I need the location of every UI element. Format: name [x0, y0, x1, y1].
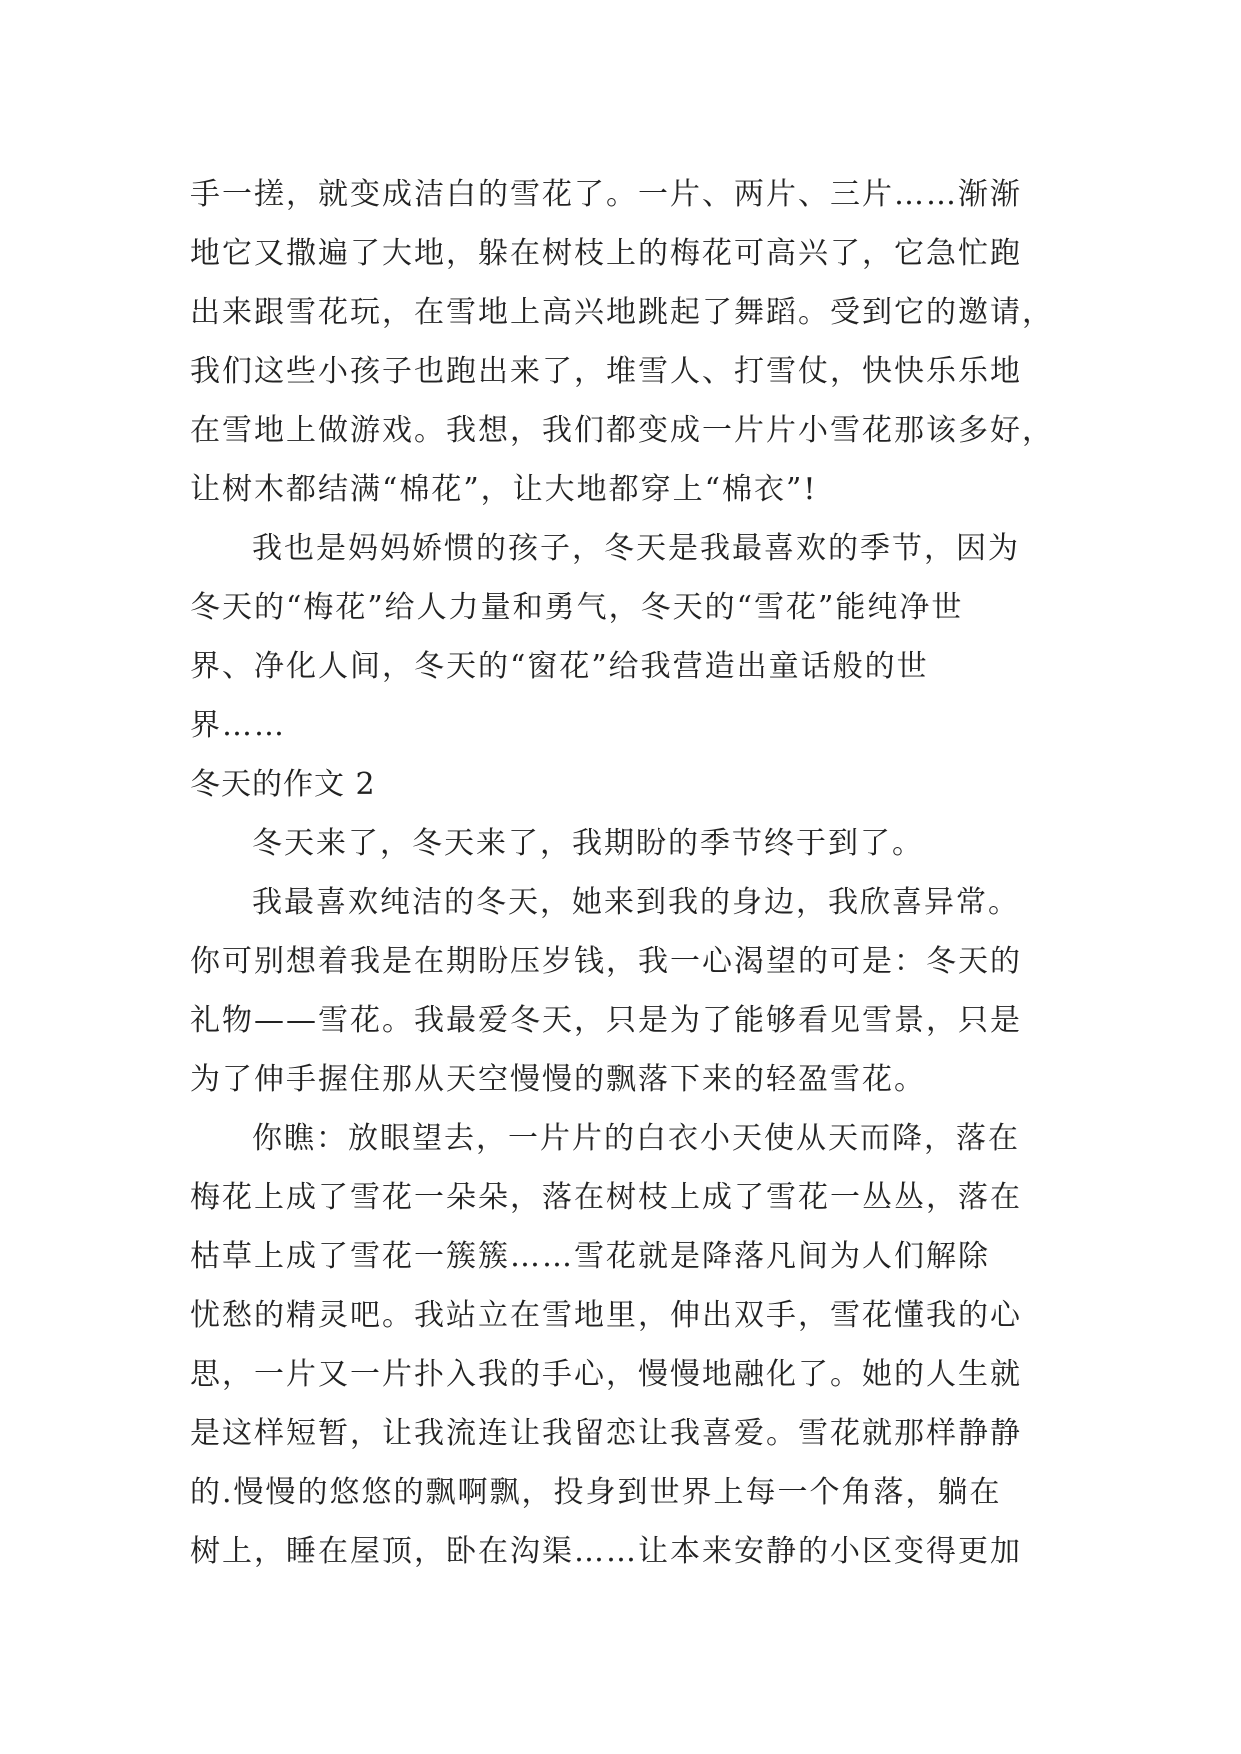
text-line: 冬天的“梅花”给人力量和勇气，冬天的“雪花”能纯净世 — [190, 590, 964, 625]
text-line: 界、净化人间，冬天的“窗花”给我营造出童话般的世 — [190, 649, 929, 684]
text-line: 出来跟雪花玩，在雪地上高兴地跳起了舞蹈。受到它的邀请， — [190, 295, 1054, 330]
text-line: 在雪地上做游戏。我想，我们都变成一片片小雪花那该多好， — [190, 413, 1054, 448]
text-line: 手一搓，就变成洁白的雪花了。一片、两片、三片……渐渐 — [190, 177, 1022, 212]
paragraph-start-line: 我最喜欢纯洁的冬天，她来到我的身边，我欣喜异常。 — [252, 885, 1020, 920]
paragraph-start-line: 冬天来了，冬天来了，我期盼的季节终于到了。 — [252, 826, 924, 861]
text-line: 梅花上成了雪花一朵朵，落在树枝上成了雪花一丛丛，落在 — [190, 1180, 1022, 1215]
text-line: 礼物——雪花。我最爱冬天，只是为了能够看见雪景，只是 — [190, 1003, 1022, 1038]
text-line: 树上，睡在屋顶，卧在沟渠……让本来安静的小区变得更加 — [190, 1534, 1022, 1569]
text-line: 为了伸手握住那从天空慢慢的飘落下来的轻盈雪花。 — [190, 1062, 926, 1097]
paragraph-start-line: 我也是妈妈娇惯的孩子，冬天是我最喜欢的季节，因为 — [252, 531, 1020, 566]
text-line: 枯草上成了雪花一簇簇……雪花就是降落凡间为人们解除 — [190, 1239, 990, 1274]
text-line: 地它又撒遍了大地，躲在树枝上的梅花可高兴了，它急忙跑 — [190, 236, 1022, 271]
text-line: 我们这些小孩子也跑出来了，堆雪人、打雪仗，快快乐乐地 — [190, 354, 1022, 389]
text-line: 忧愁的精灵吧。我站立在雪地里，伸出双手，雪花懂我的心 — [190, 1298, 1022, 1333]
text-line: 让树木都结满“棉花”，让大地都穿上“棉衣”! — [190, 472, 818, 507]
paragraph-start-line: 你瞧：放眼望去，一片片的白衣小天使从天而降，落在 — [252, 1121, 1020, 1156]
text-line: 思，一片又一片扑入我的手心，慢慢地融化了。她的人生就 — [190, 1357, 1022, 1392]
text-line: 是这样短暂，让我流连让我留恋让我喜爱。雪花就那样静静 — [190, 1416, 1022, 1451]
document-body — [190, 165, 1054, 1581]
text-line: 界…… — [190, 708, 286, 743]
text-line: 你可别想着我是在期盼压岁钱，我一心渴望的可是：冬天的 — [190, 944, 1022, 979]
text-line: 的.慢慢的悠悠的飘啊飘，投身到世界上每一个角落，躺在 — [190, 1475, 1002, 1510]
section-heading: 冬天的作文 2 — [190, 767, 376, 802]
